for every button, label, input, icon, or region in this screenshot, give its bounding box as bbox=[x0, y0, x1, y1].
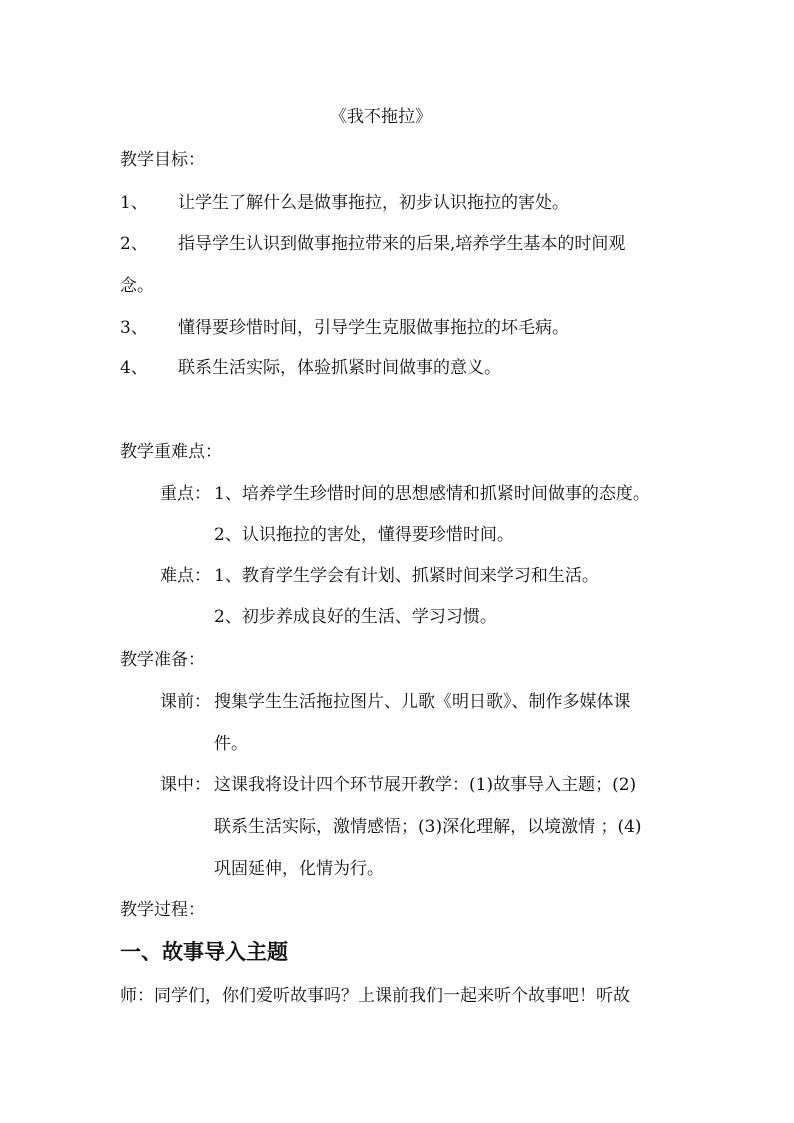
objective-2-continuation: 念。 bbox=[120, 276, 154, 296]
difficulty-item-2: 2、初步养成良好的生活、学习习惯。 bbox=[214, 607, 497, 627]
objective-3-text: 懂得要珍惜时间，引导学生克服做事拖拉的坏毛病。 bbox=[178, 318, 569, 338]
difficulty-item-1: 1、教育学生学会有计划、抓紧时间来学习和生活。 bbox=[214, 566, 599, 586]
objective-1-number: 1、 bbox=[120, 193, 148, 213]
in-class-line-3: 巩固延伸，化情为行。 bbox=[214, 859, 384, 879]
preparation-heading: 教学准备： bbox=[120, 650, 205, 670]
keypoints-heading: 教学重难点： bbox=[120, 442, 222, 462]
process-heading: 教学过程： bbox=[120, 900, 205, 920]
in-class-line-2: 联系生活实际，激情感悟；(3)深化理解，以境激情 ；(4) bbox=[214, 817, 642, 837]
in-class-label: 课中： bbox=[160, 775, 211, 795]
objective-2-text: 指导学生认识到做事拖拉带来的后果,培养学生基本的时间观 bbox=[178, 234, 626, 254]
difficulty-label: 难点： bbox=[160, 566, 211, 586]
in-class-line-1: 这课我将设计四个环节展开教学：(1)故事导入主题；(2) bbox=[214, 775, 637, 795]
objective-4-text: 联系生活实际，体验抓紧时间做事的意义。 bbox=[178, 358, 501, 378]
objective-2-number: 2、 bbox=[120, 234, 148, 254]
key-item-2: 2、认识拖拉的害处，懂得要珍惜时间。 bbox=[214, 525, 514, 545]
objective-4-number: 4、 bbox=[120, 358, 148, 378]
pre-class-line-2: 件。 bbox=[214, 734, 248, 754]
objective-3-number: 3、 bbox=[120, 318, 148, 338]
section-1-heading: 一、故事导入主题 bbox=[120, 940, 288, 964]
document-title: 《我不拖拉》 bbox=[330, 107, 432, 127]
key-label: 重点： bbox=[160, 484, 211, 504]
objectives-heading: 教学目标： bbox=[120, 150, 205, 170]
objective-1-text: 让学生了解什么是做事拖拉，初步认识拖拉的害处。 bbox=[178, 193, 569, 213]
pre-class-line-1: 搜集学生生活拖拉图片、儿歌《明日歌》、制作多媒体课 bbox=[214, 692, 631, 712]
key-item-1: 1、培养学生珍惜时间的思想感情和抓紧时间做事的态度。 bbox=[214, 484, 650, 504]
section-1-paragraph: 师：同学们，你们爱听故事吗？上课前我们一起来听个故事吧！听故 bbox=[120, 986, 630, 1006]
pre-class-label: 课前： bbox=[160, 692, 211, 712]
